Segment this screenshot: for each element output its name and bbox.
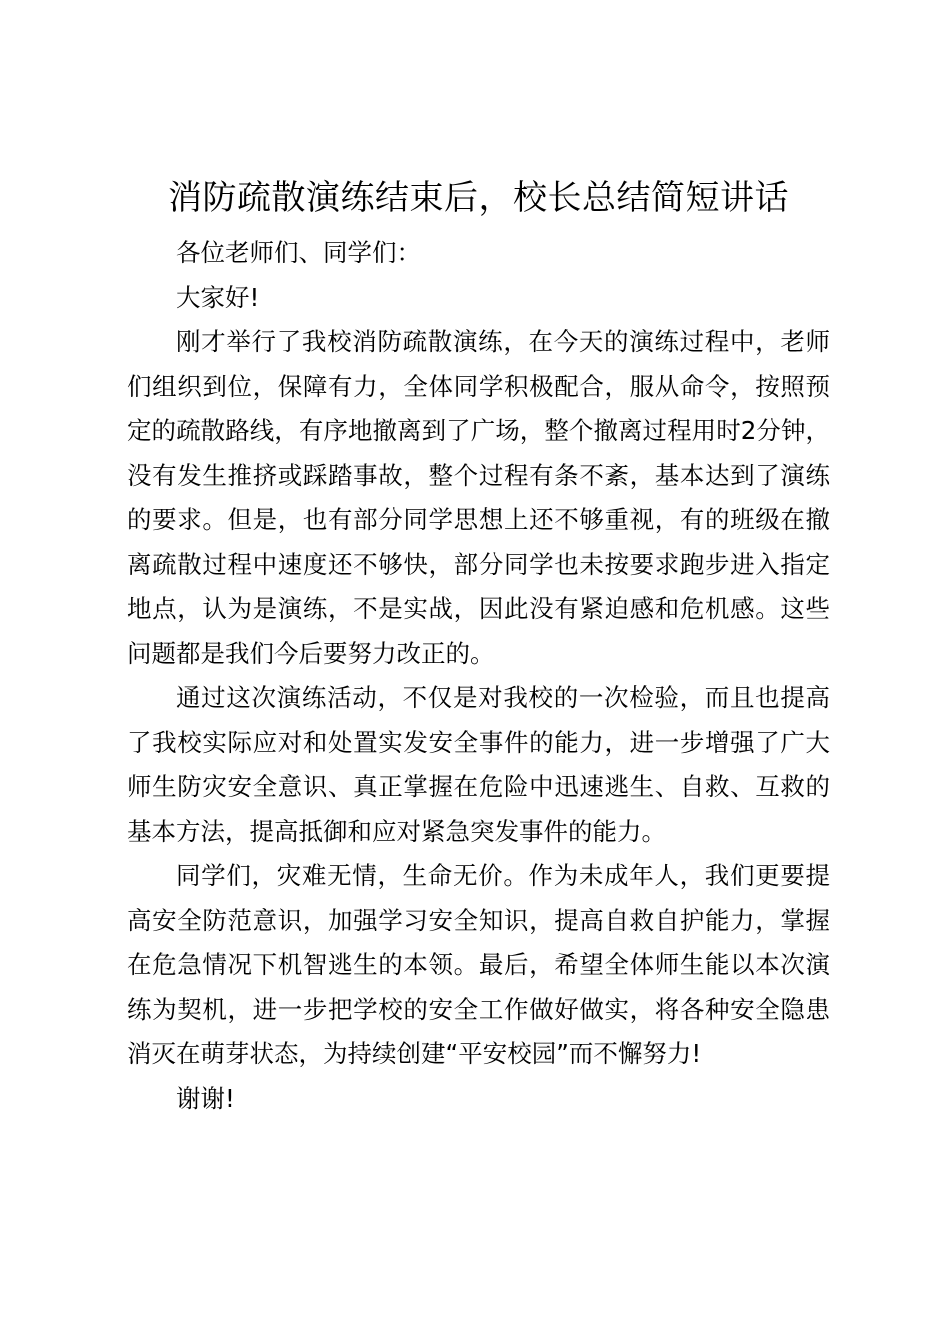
document-title: 消防疏散演练结束后，校长总结简短讲话 [168,178,789,218]
document-body [127,231,830,1121]
salutation: 各位老师们、同学们： [176,238,421,267]
greeting: 大家好! [176,282,260,312]
paragraph-3: 同学们，灾难无情，生命无价。作为未成年人，我们更要提高安全防范意识，加强学习安全知识，提高自救自护能力，掌握在危急情况下机智逃生的本领。最后，希望全体师生能以本次演练为契机，进一步把学校的安全工作做好做实，将各种安全隐患消灭在萌芽状态，为持续创建“平安校园”而不懈努力! [127,861,830,1068]
closing: 谢谢! [176,1083,235,1113]
paragraph-1: 刚才举行了我校消防疏散演练，在今天的演练过程中，老师们组织到位，保障有力，全体同学积极配合，服从命令，按照预定的疏散路线，有序地撤离到了广场，整个撤离过程用时2分钟，没有发生推挤或踩踏事故，整个过程有条不紊，基本达到了演练的要求。但是，也有部分同学思想上还不够重视，有的班级在撤离疏散过程中速度还不够快，部分同学也未按要求跑步进入指定地点，认为是演练，不是实战，因此没有紧迫感和危机感。这些问题都是我们今后要努力改正的。 [127,327,830,668]
paragraph-2: 通过这次演练活动，不仅是对我校的一次检验，而且也提高了我校实际应对和处置实发安全事件的能力，进一步增强了广大师生防灾安全意识、真正掌握在危险中迅速逃生、自救、互救的基本方法，提高抵御和应对紧急突发事件的能力。 [127,683,830,846]
